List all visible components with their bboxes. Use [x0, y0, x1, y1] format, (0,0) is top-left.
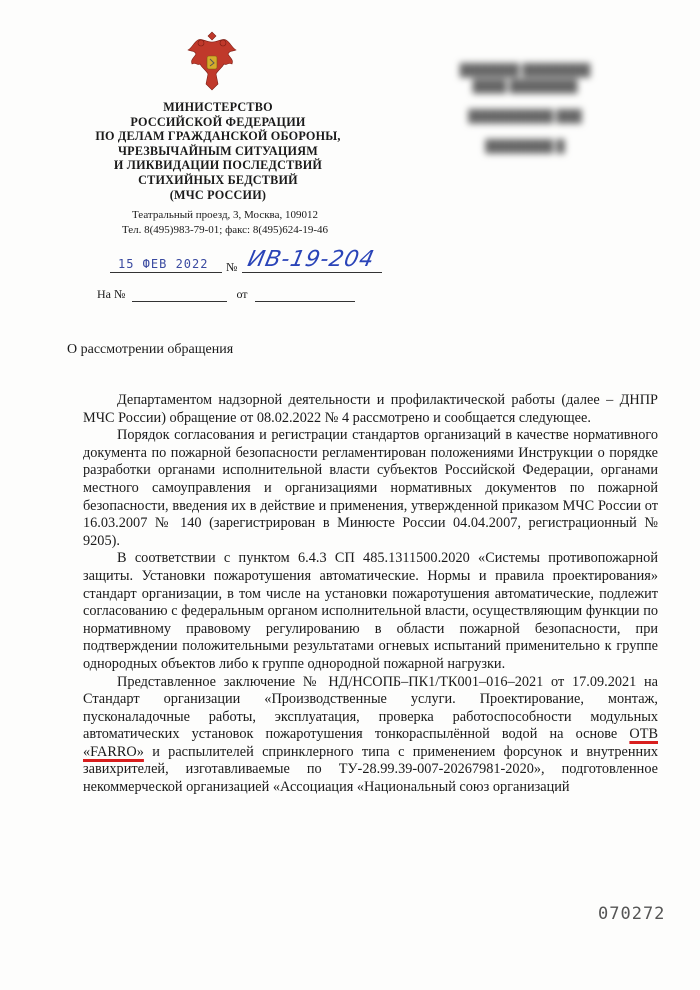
ministry-line: ЧРЕЗВЫЧАЙНЫМ СИТУАЦИЯМ	[118, 143, 318, 158]
handwritten-outgoing-number: ИВ-19-204	[245, 247, 378, 272]
reply-number-label: На №	[97, 287, 126, 301]
letter-subject: О рассмотрении обращения	[67, 342, 234, 357]
ministry-line: И ЛИКВИДАЦИИ ПОСЛЕДСТВИЙ	[113, 158, 323, 173]
paragraph-text: Представленное заключение № НД/НСОПБ–ПК1/ТК001–016–2021 от 17.09.2021 на Стандарт организации «Производственные услуги. Проектирование, монтаж, пусконаладочные работы, эксплуатация, проверка работоспособности модульных автоматических установок пожаротушения тонкораспылённой водой на основе	[83, 673, 658, 743]
ministry-address	[95, 208, 355, 238]
paragraph: В соответствии с пунктом 6.4.3 СП 485.1311500.2020 «Системы противопожарной защиты. Установки пожаротушения автоматические. Нормы и правила проектирования» стандарт организации, в том числе на установки пожаротушения автоматические, подлежит согласованию с федеральным органом исполнительной власти, осуществляющим функции по нормативному правовому регулированию в области пожарной безопасности, при подтверждении положительными результатами огневых испытаний применительно к группе однородных объектов либо к группе однородной пожарной нагрузки.	[83, 550, 658, 672]
address-phone-fax: Тел. 8(495)983-79-01; факс: 8(495)624-19-46	[121, 224, 329, 236]
reply-to-row	[97, 287, 355, 302]
red-underlined-highlight: ОТВ «FARRO»	[83, 726, 658, 760]
paragraph: Порядок согласования и регистрации стандартов организаций в качестве нормативного документа по пожарной безопасности регламентирован положениями Инструкции о порядке разработки органами исполнительной власти субъектов Российской Федерации, органами местного самоуправления и организациями нормативных документов по пожарной безопасности, введения их в действие и применения, утвержденной приказом МЧС России от 16.03.2007 № 140 (зарегистрирован в Минюсте России 04.04.2007, регистрационный № 9205).	[83, 427, 658, 549]
date-underline	[110, 272, 222, 273]
reply-date-blank	[255, 301, 355, 302]
ministry-line: СТИХИЙНЫХ БЕДСТВИЙ	[138, 172, 298, 187]
letter-body	[83, 392, 658, 797]
document-serial-number: 070272	[598, 904, 666, 924]
registration-date-stamp: 15 ФЕВ 2022	[118, 257, 209, 271]
double-headed-eagle-emblem-icon	[186, 30, 238, 92]
ministry-name-block	[88, 100, 348, 202]
registration-row	[110, 247, 390, 279]
paragraph: Департаментом надзорной деятельности и профилактической работы (далее – ДНПР МЧС России) обращение от 08.02.2022 № 4 рассмотрено и сообщается следующее.	[83, 392, 658, 426]
reply-from-label: от	[236, 287, 248, 301]
paragraph-text: и распылителей спринклерного типа с применением форсунок и внутренних завихрителей, изготавливаемые по ТУ-28.99.39-007-20267981-2020», подготовленное некоммерческой организацией «Ассоциация «Национальный союз организаций	[83, 743, 658, 796]
ministry-line: (МЧС РОССИИ)	[169, 187, 267, 202]
number-label: №	[226, 260, 238, 274]
number-underline	[242, 272, 382, 273]
ministry-line: ПО ДЕЛАМ ГРАЖДАНСКОЙ ОБОРОНЫ,	[95, 129, 341, 144]
address-street: Театральный проезд, 3, Москва, 109012	[132, 209, 318, 221]
ministry-line: РОССИЙСКОЙ ФЕДЕРАЦИИ	[130, 114, 306, 129]
ministry-line: МИНИСТЕРСТВО	[163, 100, 273, 114]
paragraph	[83, 674, 658, 797]
redacted-recipient-block: ███████ ████████ ████ ████████ ██████████ ███ ████████ █	[459, 63, 591, 153]
reply-number-blank	[132, 301, 227, 302]
